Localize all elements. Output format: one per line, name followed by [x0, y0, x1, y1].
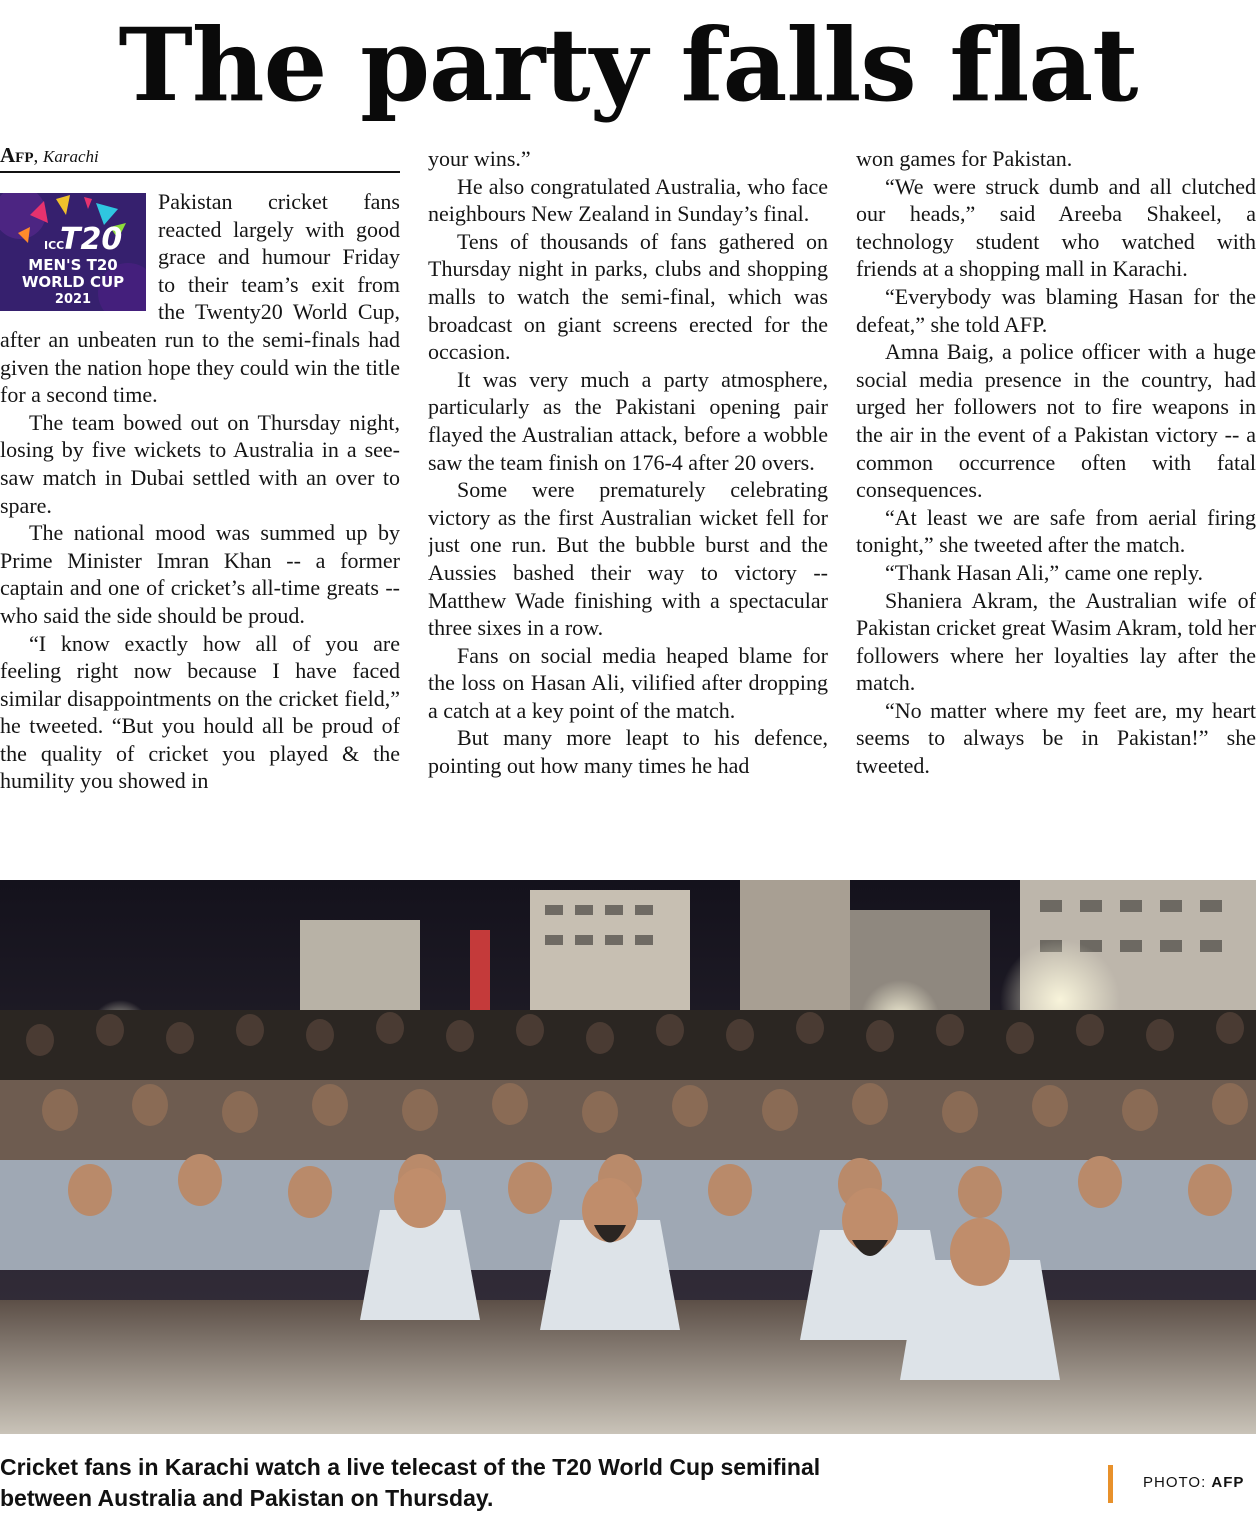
article-paragraph: Amna Baig, a police officer with a huge social media presence in the country, had urged her followers not to fire weapons in the air in the event of a Pakistan victory -- a common occurrence often with fatal consequences.: [856, 339, 1256, 503]
byline-agency: Afp: [0, 143, 34, 167]
crowd-photo: [0, 880, 1256, 1434]
photo-credit: [1143, 1474, 1256, 1491]
article-paragraph: Some were prematurely celebrating victory as the first Australian wicket fell for just one run. But the bubble burst and the Aussies bashed their way to victory -- Matthew Wade finishing with a spectacular three sixes in a row.: [428, 477, 828, 641]
t20-logo-graphic: [0, 193, 146, 311]
article-paragraph: He also congratulated Australia, who face neighbours New Zealand in Sunday’s final.: [428, 173, 828, 227]
photo-credit-label: PHOTO:: [1143, 1474, 1207, 1491]
byline-place: Karachi: [43, 147, 99, 166]
photo-credit-source: AFP: [1211, 1474, 1245, 1491]
caption-line-1: Cricket fans in Karachi watch a live telecast of the T20 World Cup semifinal: [0, 1454, 821, 1480]
logo-icc-text: ICC: [44, 239, 65, 252]
article-paragraph: “Everybody was blaming Hasan for the defeat,” she told AFP.: [856, 283, 1256, 337]
article-paragraph: The team bowed out on Thursday night, losing by five wickets to Australia in a see-saw match in Dubai settled with an over to spare.: [0, 409, 400, 518]
article-paragraph: your wins.”: [428, 146, 531, 171]
headline: The party falls flat: [118, 6, 1138, 124]
article-paragraph: “At least we are safe from aerial firing tonight,” she tweeted after the match.: [856, 504, 1256, 558]
article-paragraph: “I know exactly how all of you are feeling right now because I have faced similar disappointments on the cricket field,” he tweeted. “But you hould all be proud of the quality of cricket you played & the humility you showed in: [0, 630, 400, 794]
logo-year-text: 2021: [54, 292, 92, 307]
article-paragraph: Tens of thousands of fans gathered on Thursday night in parks, clubs and shopping malls to watch the semi-final, which was broadcast on giant screens erected for the occasion.: [428, 228, 828, 365]
article-paragraph: It was very much a party atmosphere, particularly as the Pakistani opening pair flayed the Australian attack, before a wobble saw the team finish on 176-4 after 20 overs.: [428, 366, 828, 475]
article-paragraph: won games for Pakistan.: [856, 146, 1073, 171]
byline-separator: ,: [33, 146, 43, 167]
article-paragraph: “We were struck dumb and all clutched our heads,” said Areeba Shakeel, a technology student who watched with friends at a shopping mall in Karachi.: [856, 173, 1256, 282]
article-paragraph: “No matter where my feet are, my heart seems to always be in Pakistan!” she tweeted.: [856, 697, 1256, 779]
credit-accent-bar: [1108, 1465, 1113, 1503]
article-column-3: [856, 145, 1256, 870]
article-paragraph: But many more leapt to his defence, pointing out how many times he had: [428, 725, 828, 779]
byline: [0, 143, 400, 173]
article-paragraph: Shaniera Akram, the Australian wife of Pakistan cricket great Wasim Akram, told her followers where her loyalties lay after the match.: [856, 587, 1256, 696]
article-paragraph: Fans on social media heaped blame for the loss on Hasan Ali, vilified after dropping a catch at a key point of the match.: [428, 642, 828, 723]
photo-caption: [0, 1452, 900, 1514]
logo-t20-text: T20: [60, 222, 123, 257]
article-column-1: [0, 188, 400, 868]
logo-line2-text: WORLD CUP: [21, 273, 125, 291]
crowd-photo-illustration: [0, 880, 1256, 1434]
logo-line1-text: MEN'S T20: [28, 256, 118, 274]
article-paragraph: The national mood was summed up by Prime Minister Imran Khan -- a former captain and one of cricket’s all-time greats -- who said the side should be proud.: [0, 520, 400, 628]
caption-line-2: between Australia and Pakistan on Thursday.: [0, 1485, 494, 1511]
article-column-2: [428, 145, 828, 870]
article-lead-paragraph: Pakistan cricket fans reacted largely with good grace and humour Friday to their team’s exit from the Twenty20 World Cup, after an unbeaten run to the semi-finals had given the nation hope they could win the title for a second time.: [0, 189, 400, 408]
t20-world-cup-logo: [0, 193, 146, 311]
article-paragraph: “Thank Hasan Ali,” came one reply.: [885, 559, 1204, 585]
